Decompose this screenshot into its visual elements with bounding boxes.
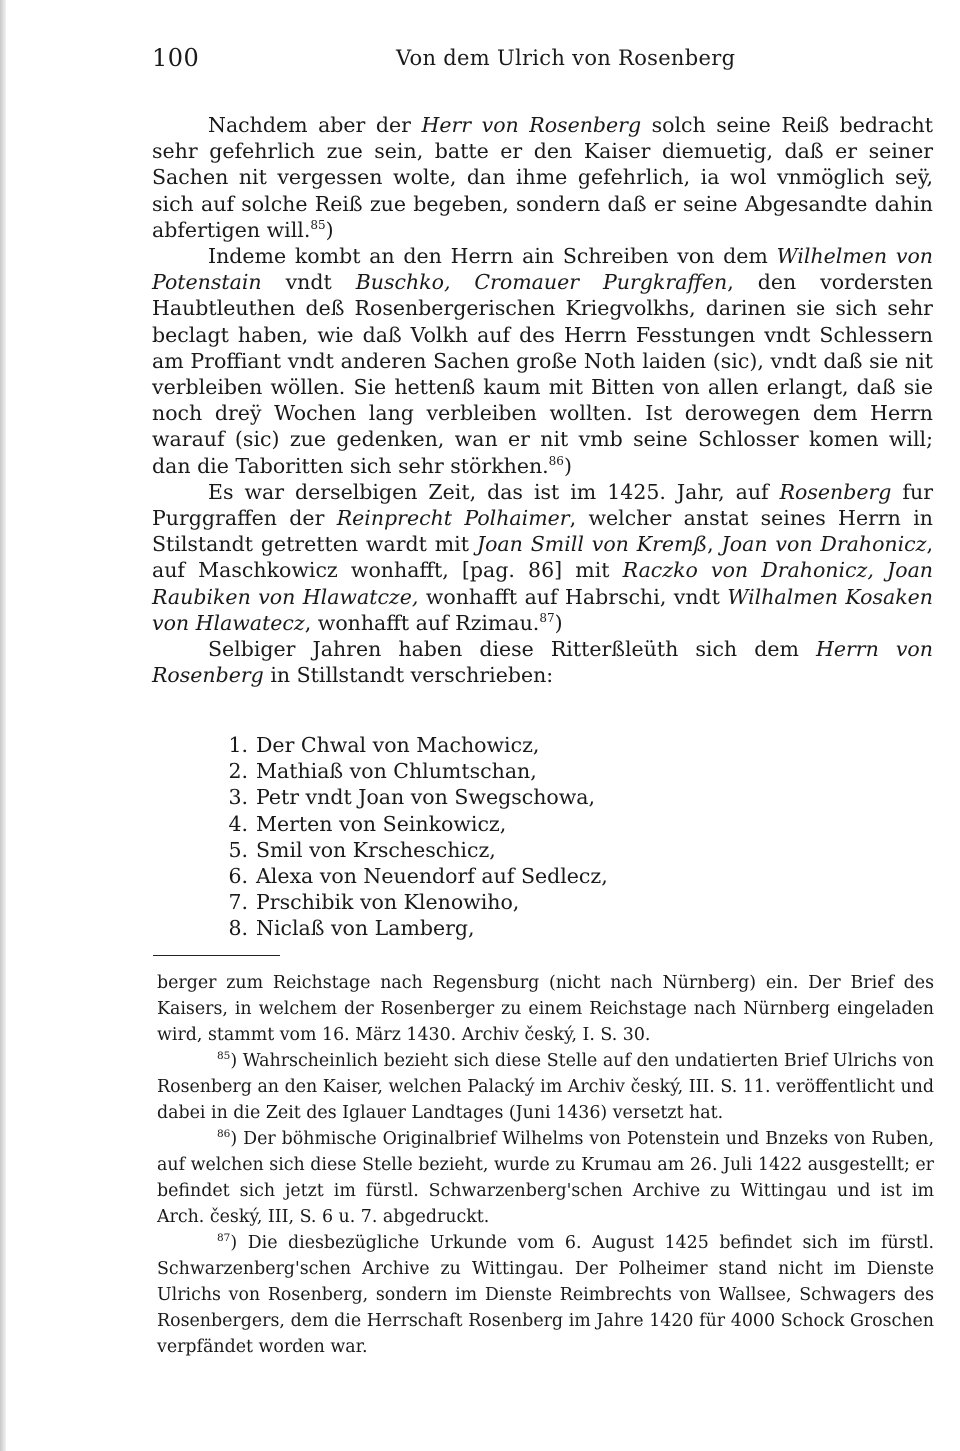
list-name: Alexa von Neuendorf auf Sedlecz,	[256, 864, 608, 889]
list-name: Petr vndt Joan von Swegschowa,	[256, 785, 596, 810]
knights-list	[218, 732, 718, 942]
italic-name: Wilhalmen Kosaken von Hlawatecz	[152, 584, 934, 635]
text-run: Selbiger Jahren haben diese Ritterßleüth sich dem	[208, 637, 816, 662]
list-item	[218, 863, 718, 889]
paragraph-2	[152, 243, 933, 479]
text-run: )	[554, 610, 563, 635]
text-run: , den vordersten Haubtleuthen deß Rosenbergerischen Kriegvolkhs, darinen sie sich sehr beclagt haben, wie daß Volkh auf des Herrn Fesstungen vndt Schlessern am Proffiant vndt anderen Sachen große Noth laiden (sic), vndt daß sie nit verbleiben wöllen. Sie hettenß kaum mit Bitten von allen erlangt, daß sie noch dreÿ Wochen lang verbleiben wollten. Ist derowegen dem Herrn warauf (sic) zue gedenken, wan er nit vmb seine Schlosser komen will; dan die Taboritten sich sehr störkhen.	[152, 270, 933, 478]
footnote-text: ) Die diesbezügliche Urkunde vom 6. August 1425 befindet sich im fürstl. Schwarzenberg'schen Archive zu Wittingau. Der Polheimer stand nicht im Dienste Ulrichs von Rosenberg, sondern im Dienste Reimbrechts von Wallsee, Schwagers des Rosenbergers, dem die Herrschaft Rosenberg im Jahre 1420 für 4000 Schock Groschen verpfändet worden war.	[157, 1233, 934, 1357]
footnote-mark: 85	[217, 1050, 231, 1062]
list-number: 5.	[228, 837, 248, 862]
footnote-text: ) Der böhmische Originalbrief Wilhelms von Potenstein und Bnzeks von Ruben, auf welchen sich diese Stelle bezieht, wurde zu Krumau am 26. Juli 1422 ausgestellt; er befindet sich jetzt im fürstl. Schwarzenberg'schen Archive zu Wittingau und ist im Arch. český, III, S. 6 u. 7. abgedruckt.	[157, 1129, 934, 1227]
italic-name: Herrn von Rosenberg	[152, 637, 933, 688]
footnotes	[157, 970, 934, 1360]
list-name: Smil von Krscheschicz,	[256, 837, 496, 862]
list-item	[218, 811, 718, 837]
list-number: 4.	[228, 811, 248, 836]
list-name: Mathiaß von Chlumtschan,	[256, 759, 537, 784]
list-number: 3.	[228, 785, 248, 810]
italic-name: Reinprecht Polhaimer	[336, 506, 570, 531]
text-run: )	[325, 217, 334, 242]
footnote-85	[157, 1048, 934, 1126]
footnote-separator	[153, 955, 280, 956]
list-number: 2.	[228, 759, 248, 784]
list-number: 7.	[228, 890, 248, 915]
text-run: solch seine Reiß bedracht sehr gefehrlich zue sein, batte er den Kaiser diemuetig, daß er seiner Sachen nit vergessen wolte, dan ihme gefehrlich, ia wol vnmöglich seÿ, sich auf solche Reiß zue begeben, sondern daß er seine Abgesandte dahin abfertigen will.	[152, 113, 933, 242]
list-name: Merten von Seinkowicz,	[256, 811, 507, 836]
list-number: 6.	[228, 864, 248, 889]
paragraph-1	[152, 112, 933, 243]
italic-name: Rosenberg	[779, 479, 892, 504]
page-edge-shadow	[0, 0, 6, 1451]
footnote-86	[157, 1126, 934, 1230]
footnote-ref-85: 85	[310, 217, 326, 232]
list-name: Der Chwal von Machowicz,	[256, 733, 540, 757]
list-name: Niclaß von Lamberg,	[256, 916, 475, 941]
text-run: fur Purggraffen der	[152, 479, 933, 531]
italic-name: Joan von Drahonicz	[721, 532, 927, 557]
text-run: Es war derselbigen Zeit, das ist im 1425. Jahr, auf	[208, 479, 780, 504]
footnote-mark: 87	[217, 1232, 231, 1244]
paragraph-4	[152, 636, 933, 688]
footnote-continuation: berger zum Reichstage nach Regensburg (nicht nach Nürnberg) ein. Der Brief des Kaisers, in welchem der Rosenberger zu einem Reichstage nach Nürnberg eingeladen wird, stammt vom 16. März 1430. Archiv český, I. S. 30.	[157, 973, 934, 1045]
paragraph-3	[152, 479, 933, 636]
list-item	[218, 889, 718, 915]
list-number: 8.	[228, 916, 248, 941]
footnote-ref-86: 86	[548, 453, 564, 468]
footnote-text: ) Wahrscheinlich bezieht sich diese Stelle auf den undatierten Brief Ulrichs von Rosenberg an den Kaiser, welchen Palacký im Archiv český, III. S. 11. veröffentlicht und dabei in die Zeit des Iglauer Landtages (Juni 1436) versetzt hat.	[157, 1051, 934, 1123]
text-run: ,	[707, 532, 722, 557]
italic-name: Herr von Rosenberg	[421, 113, 642, 137]
italic-name: Buschko, Cromauer Purgkraffen	[355, 270, 728, 295]
text-run: , wonhafft auf Rzimau.	[304, 610, 540, 635]
list-item	[218, 915, 718, 941]
italic-name: Wilhelmen von Potenstain	[152, 244, 933, 295]
italic-name: Joan Smill von Kremß	[476, 532, 708, 557]
text-run: , welcher anstat seines Herrn in Stilstandt getretten wardt mit	[152, 506, 933, 557]
list-name: Prschibik von Klenowiho,	[256, 890, 520, 915]
text-run: wonhafft auf Habrschi, vndt	[418, 584, 728, 609]
text-run: Indeme kombt an den Herrn ain Schreiben von dem	[208, 244, 777, 269]
text-run: in Stillstandt verschrieben:	[263, 663, 554, 688]
running-title: Von dem Ulrich von Rosenberg	[396, 46, 736, 70]
text-run: , auf Maschkowicz wonhafft, [pag. 86] mit	[152, 532, 933, 583]
list-item	[218, 784, 718, 810]
main-text	[152, 112, 933, 688]
list-number: 1.	[228, 733, 248, 757]
running-header	[152, 44, 933, 78]
list-item	[218, 837, 718, 863]
footnote-mark: 86	[217, 1128, 231, 1140]
page-number: 100	[152, 44, 200, 72]
italic-name: Raczko von Drahonicz, Joan Raubiken von Hlawatcze,	[152, 558, 933, 609]
text-run: )	[563, 453, 572, 478]
footnote-87	[157, 1230, 934, 1360]
footnote-ref-87: 87	[539, 610, 555, 625]
list-item	[218, 758, 718, 784]
list-item	[218, 732, 718, 758]
text-run: Nachdem aber der	[208, 113, 422, 137]
text-run: vndt	[261, 270, 356, 295]
